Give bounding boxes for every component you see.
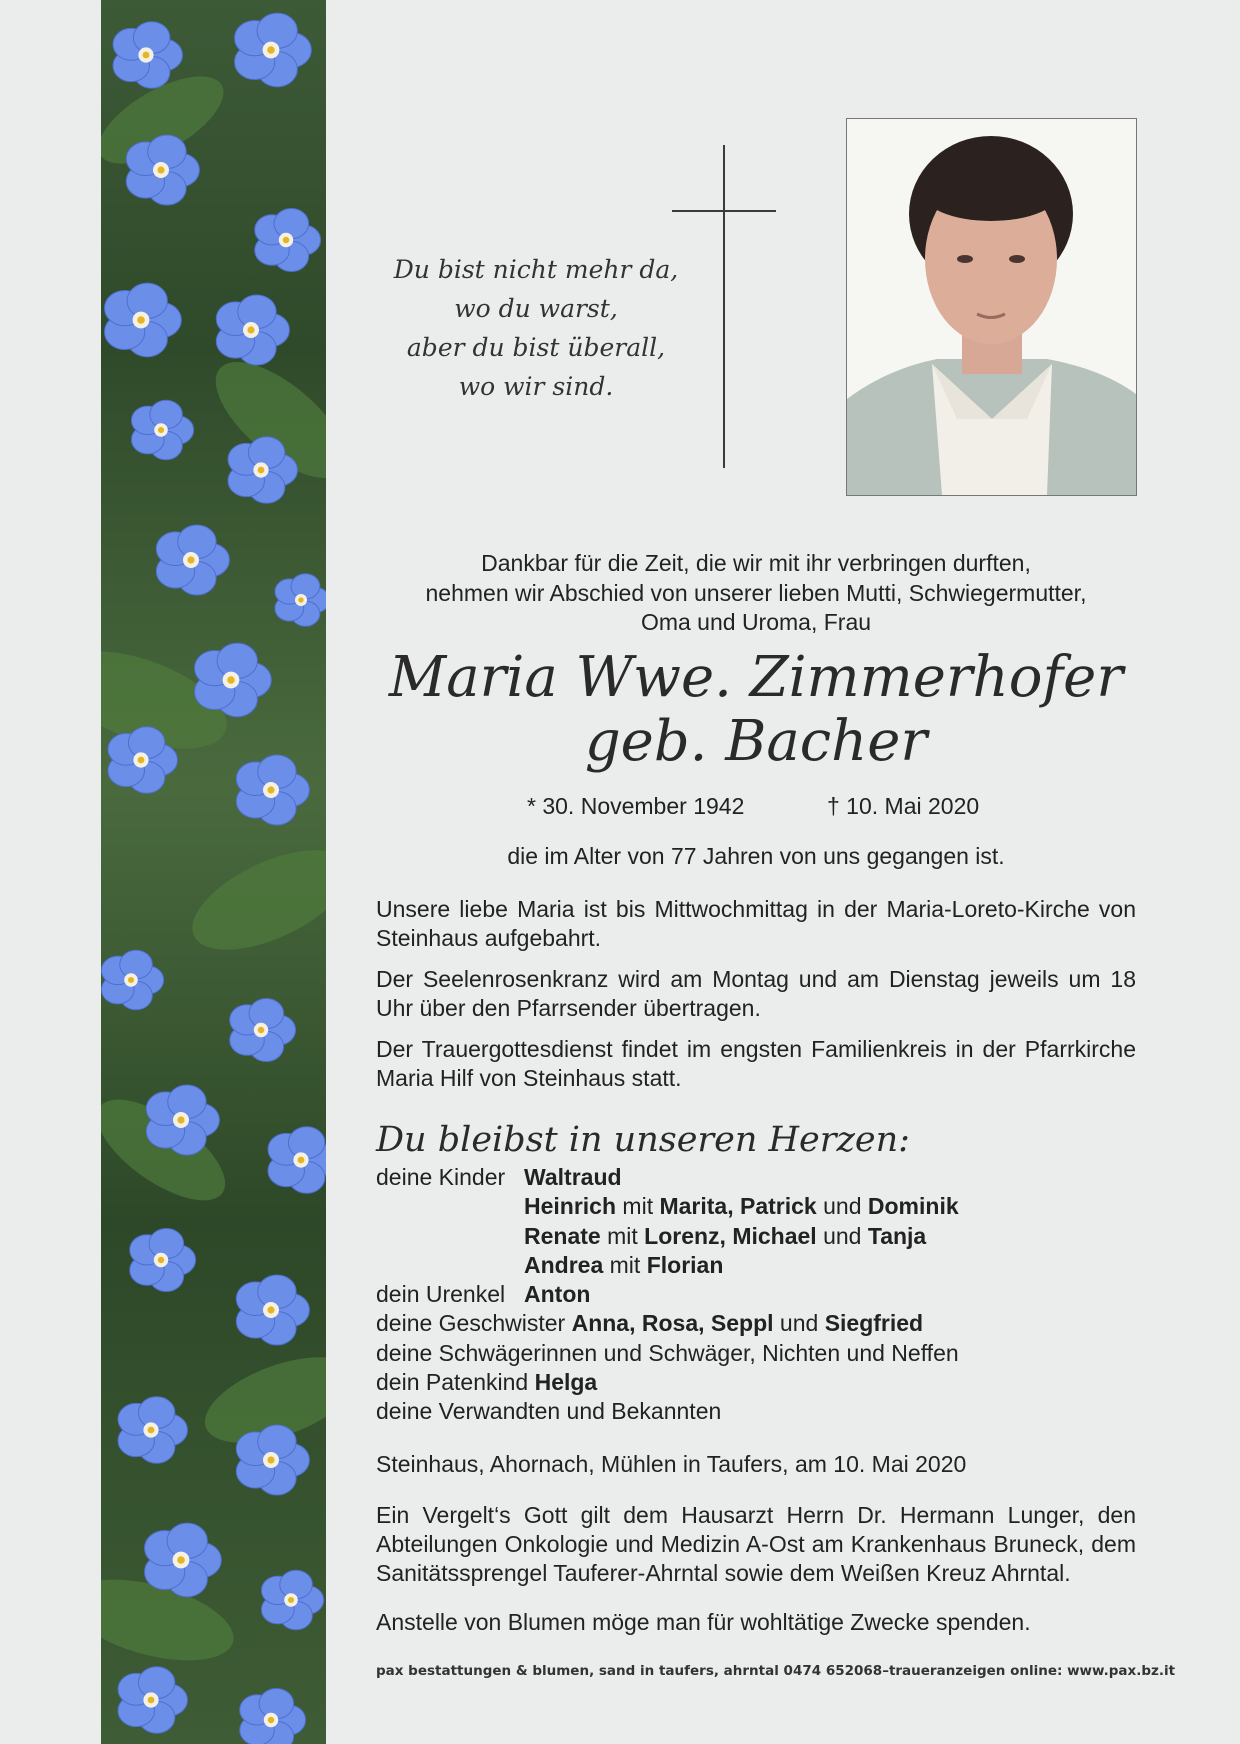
forget-me-not-flowers-image [101, 0, 326, 1744]
flower-blossom [101, 950, 163, 1010]
maiden-name: geb. Bacher [584, 709, 928, 774]
flower-blossom [118, 1667, 187, 1734]
leaf [178, 830, 326, 971]
footer-credit: pax bestattungen & blumen, sand in taufers, ahrntal 0474 652068–traueranzeigen online: www.pax.bz.it [376, 1663, 1176, 1679]
flower-blossom [130, 1228, 196, 1291]
flower-blossom [113, 22, 182, 89]
flower-blossom [236, 1425, 309, 1495]
intro-line: Dankbar für die Zeit, die wir mit ihr verbringen durften, [481, 550, 1031, 576]
flower-blossom [156, 525, 229, 595]
family-list [376, 1163, 1136, 1427]
flower-blossom [255, 208, 321, 271]
heart-heading: Du bleibst in unseren Herzen: [376, 1120, 910, 1160]
poem-line: aber du bist überall, [406, 333, 666, 362]
age-text: die im Alter von 77 Jahren von uns gegangen ist. [507, 843, 1005, 869]
list-item: Andrea mit Florian [524, 1251, 724, 1278]
portrait-photo [846, 118, 1137, 496]
poem-line: Du bist nicht mehr da, [393, 255, 679, 284]
paragraph-viewing: Unsere liebe Maria ist bis Mittwochmittag in der Maria-Loreto-Kirche von Steinhaus aufgebahrt. [376, 896, 1136, 951]
death-date: † 10. Mai 2020 [827, 793, 980, 819]
flower-blossom [145, 1523, 222, 1597]
flower-blossom [240, 1688, 306, 1744]
poem-line: wo du warst, [454, 294, 618, 323]
donation-note: Anstelle von Blumen möge man für wohltätige Zwecke spenden. [376, 1609, 1031, 1635]
list-item: dein Urenkel Anton [376, 1281, 591, 1308]
list-item: dein Patenkind Helga [376, 1369, 598, 1396]
flower-blossom [131, 400, 193, 460]
poem [380, 250, 692, 406]
intro-line: Oma und Uroma, Frau [640, 609, 872, 635]
list-item: Heinrich mit Marita, Patrick und Dominik [524, 1193, 959, 1220]
place-date: Steinhaus, Ahornach, Mühlen in Taufers, am 10. Mai 2020 [376, 1451, 967, 1477]
paragraph-rosary: Der Seelenrosenkranz wird am Montag und am Dienstag jeweils um 18 Uhr über den Pfarrsender übertragen. [376, 966, 1136, 1021]
list-item: Renate mit Lorenz, Michael und Tanja [524, 1222, 927, 1249]
flower-blossom [236, 1275, 309, 1345]
flower-blossom [268, 1127, 326, 1194]
flower-blossom [118, 1397, 187, 1464]
flower-blossom [230, 998, 296, 1061]
flower-illustration [101, 0, 326, 1744]
portrait-illustration [847, 119, 1136, 495]
flower-blossom [146, 1085, 219, 1155]
intro-text [375, 549, 1137, 638]
list-item: deine Verwandten und Bekannten [376, 1398, 722, 1425]
list-item: deine Schwägerinnen und Schwäger, Nichten und Neffen [376, 1339, 959, 1366]
birth-date: * 30. November 1942 [527, 793, 745, 819]
intro-line: nehmen wir Abschied von unserer lieben Mutti, Schwiegermutter, [425, 579, 1087, 606]
name-line: Maria Wwe. Zimmerhofer [388, 645, 1124, 710]
flower-blossom [195, 643, 272, 717]
flower-blossom [261, 1570, 323, 1630]
flower-blossom [216, 295, 289, 365]
list-item: deine Kinder Waltraud [376, 1164, 622, 1190]
deceased-name [375, 646, 1137, 774]
cross-icon [672, 145, 776, 468]
list-item: deine Geschwister Anna, Rosa, Seppl und Siegfried [376, 1310, 924, 1337]
flower-blossom [275, 574, 326, 627]
poem-line: wo wir sind. [458, 372, 614, 401]
flower-blossom [126, 135, 199, 205]
flower-blossom [235, 13, 312, 87]
thanks-paragraph: Ein Vergelt‘s Gott gilt dem Hausarzt Herrn Dr. Hermann Lunger, den Abteilungen Onkologie und Medizin A-Ost am Krankenhaus Bruneck, dem Sanitätssprengel Tauferer-Ahrntal sowie dem Weißen Kreuz Ahrntal. [376, 1502, 1136, 1586]
flower-blossom [236, 755, 309, 825]
flower-blossom [105, 283, 182, 357]
paragraph-service: Der Trauergottesdienst findet im engsten Familienkreis in der Pfarrkirche Maria Hilf von Steinhaus statt. [376, 1036, 1136, 1091]
